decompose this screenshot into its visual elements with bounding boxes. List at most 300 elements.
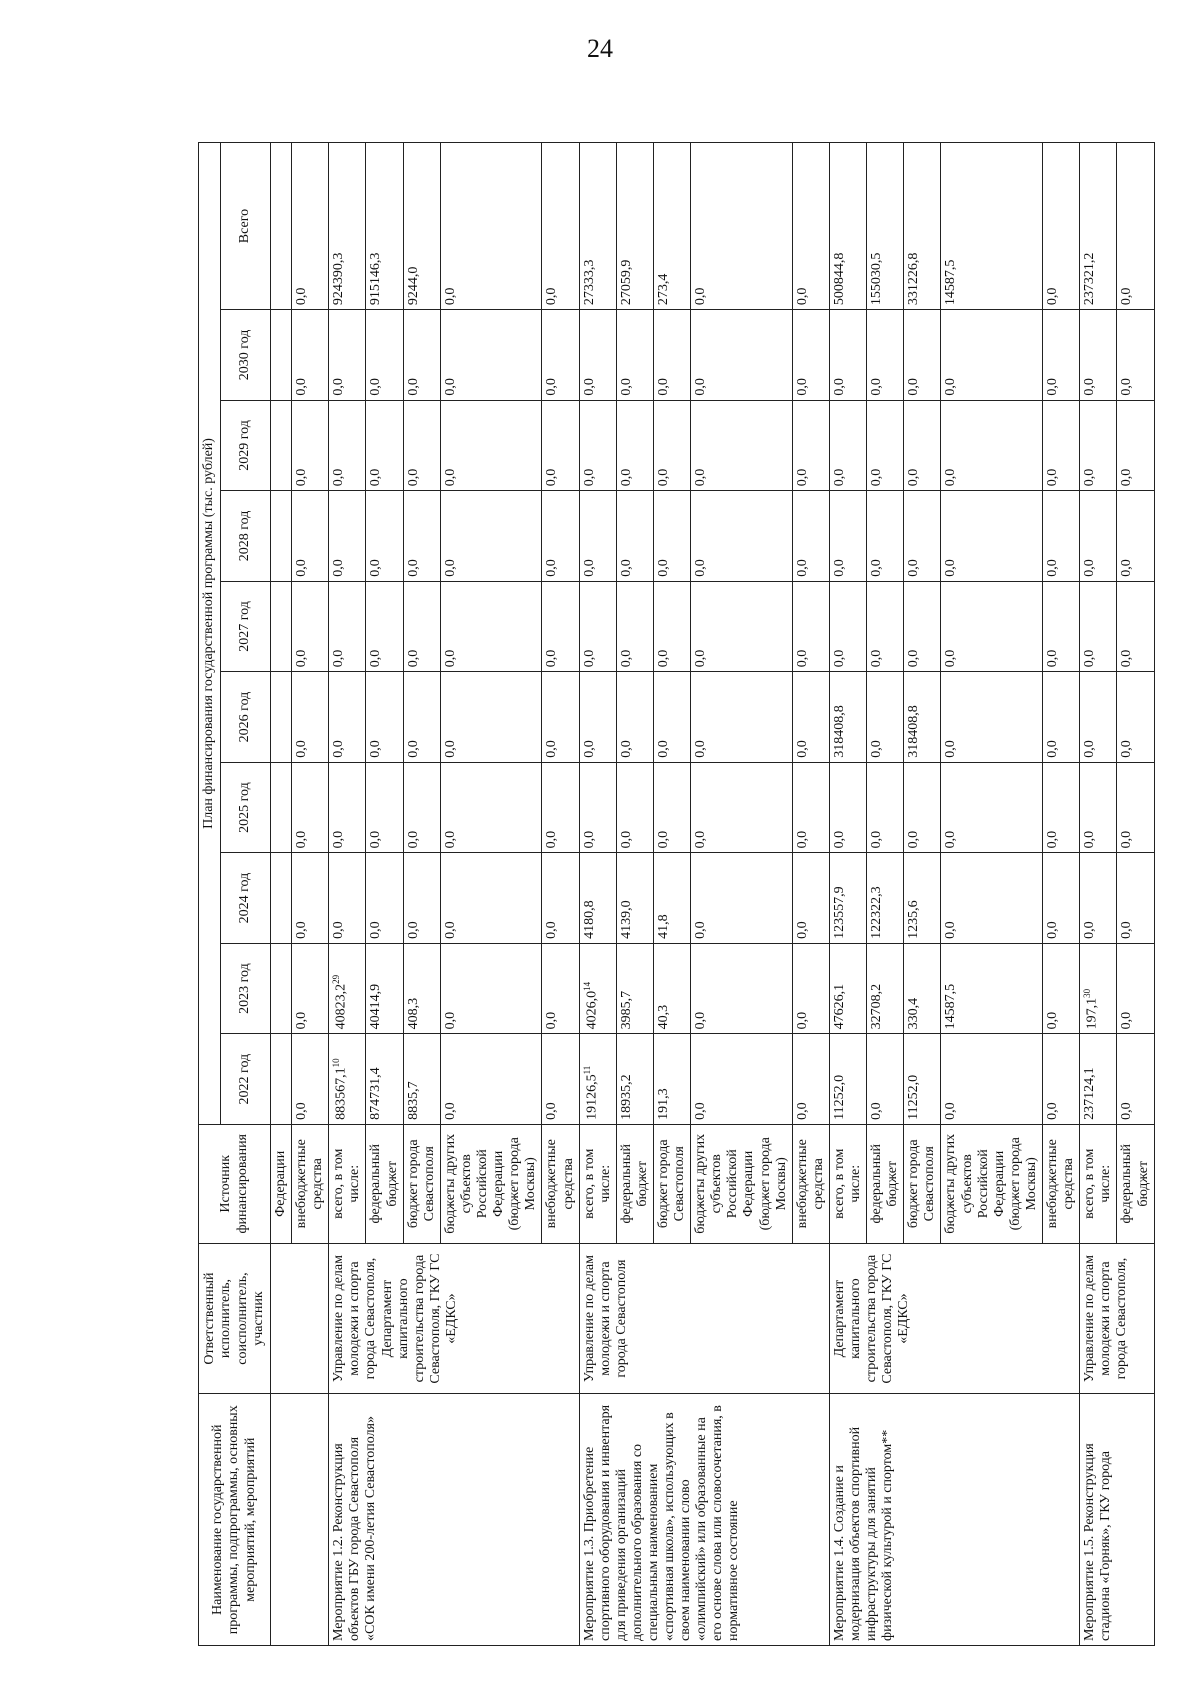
value-cell [829,672,866,763]
value-cell [792,672,829,763]
value-cell [440,1034,542,1125]
measure-executor: Управление по делам молодежи и спорта города Севастополя, Департамент капитального строительства города Севастополя, ГКУ ГС «ЕДКС» [329,1243,579,1394]
value-text: 0,0 [442,830,458,849]
value-text: 11252,0 [906,1074,922,1120]
source-cell: федеральный бюджет [1117,1124,1154,1243]
value-cell [616,310,653,401]
value-text: 0,0 [544,468,560,487]
value-text: 0,0 [943,740,959,758]
value-cell [271,762,292,853]
value-text: 0,0 [1045,740,1061,758]
value-cell [579,762,616,853]
value-text: 0,0 [581,830,597,849]
value-cell [329,491,366,582]
value-cell [904,400,941,491]
value-cell [792,762,829,853]
value-text: 47626,1 [831,983,847,1030]
value-text: 0,0 [1082,921,1098,939]
value-text: 14587,5 [943,983,959,1030]
header-plan-group: План финансирования государственной программы (тыс. рублей) [199,143,221,1125]
value-cell [1080,762,1117,853]
value-text: 0,0 [294,649,310,668]
value-cell [904,672,941,763]
value-cell [366,762,403,853]
value-text: 0,0 [693,740,709,758]
value-cell [579,672,616,763]
value-cell [403,491,440,582]
value-cell [579,143,616,310]
value-text: 0,0 [906,468,922,487]
table-row [1080,143,1117,1646]
value-cell [542,581,579,672]
value-text: 0,0 [693,1011,709,1030]
value-cell [292,762,329,853]
value-text: 9244,0 [405,266,421,306]
value-cell [691,310,793,401]
value-cell [1043,491,1080,582]
value-text: 0,0 [544,1102,560,1120]
value-text: 0,0 [294,287,310,306]
value-cell [542,491,579,582]
measure-executor: Департамент капитального строительства города Севастополя, ГКУ ГС «ЕДКС» [829,1243,1079,1394]
value-cell [691,943,793,1034]
value-cell [1117,581,1154,672]
value-text: 0,0 [831,378,847,396]
value-cell [1117,491,1154,582]
value-text: 0,0 [368,468,384,487]
value-text: 0,0 [869,1102,885,1120]
value-cell [867,400,904,491]
value-text: 0,0 [294,468,310,487]
value-text: 0,0 [1045,921,1061,939]
value-text: 0,0 [581,740,597,758]
value-cell [366,943,403,1034]
value-cell [867,672,904,763]
value-cell [440,491,542,582]
value-text: 0,0 [294,921,310,939]
value-cell [579,853,616,944]
header-year: 2028 год [221,491,271,582]
value-text: 0,0 [442,740,458,758]
value-cell [653,400,690,491]
value-text: 915146,3 [368,252,384,306]
value-cell [271,400,292,491]
value-text: 0,0 [693,1102,709,1120]
value-text: 0,0 [655,649,671,668]
footnote-mark: 10 [331,1058,342,1068]
value-cell [616,762,653,853]
source-cell: бюджеты других субъектов Российской Федерации (бюджет города Москвы) [691,1124,793,1243]
source-cell: внебюджетные средства [542,1124,579,1243]
value-text: 40,3 [655,1004,671,1030]
value-text: 0,0 [794,468,810,487]
value-cell [440,672,542,763]
value-cell [1080,672,1117,763]
table-row [271,143,292,1646]
source-cell: бюджеты других субъектов Российской Федерации (бюджет города Москвы) [440,1124,542,1243]
value-cell [579,581,616,672]
value-text: 0,0 [405,649,421,668]
value-cell [366,143,403,310]
value-text: 0,0 [655,740,671,758]
value-cell [829,143,866,310]
value-cell [292,943,329,1034]
value-cell [941,143,1043,310]
value-cell [1043,1034,1080,1125]
value-text: 0,0 [442,468,458,487]
value-cell [1117,943,1154,1034]
value-text: 0,0 [405,559,421,577]
value-text: 0,0 [294,1102,310,1120]
value-cell [829,581,866,672]
value-text: 0,0 [405,378,421,396]
value-cell [1080,491,1117,582]
value-cell [941,310,1043,401]
value-cell [292,491,329,582]
value-cell [616,672,653,763]
value-text: 0,0 [943,649,959,668]
header-year: 2027 год [221,581,271,672]
value-cell [904,310,941,401]
value-text: 0,0 [618,740,634,758]
value-text: 0,0 [1119,287,1135,306]
value-text: 0,0 [869,649,885,668]
value-text: 0,0 [1045,468,1061,487]
value-cell [616,853,653,944]
value-text: 0,0 [1082,649,1098,668]
value-cell [1080,853,1117,944]
value-text: 0,0 [693,830,709,849]
measure-name: Мероприятие 1.3. Приобретение спортивного оборудования и инвентаря для приведения организаций дополнительного образования со специальным наименованием «спортивная школа», использующих в своем наименовании слово «олимпийский» или образованные на его основе слова или словосочетания, в нормативное состояние [579,1394,829,1646]
value-text: 155030,5 [869,252,885,306]
value-text: 0,0 [831,468,847,487]
value-cell [579,491,616,582]
source-cell: федеральный бюджет [867,1124,904,1243]
value-text: 0,0 [831,830,847,849]
value-text: 0,0 [693,468,709,487]
value-cell [542,310,579,401]
value-cell [691,400,793,491]
value-cell [792,400,829,491]
value-text: 0,0 [544,921,560,939]
value-cell [1043,762,1080,853]
source-cell: бюджет города Севастополя [904,1124,941,1243]
value-cell [1043,853,1080,944]
value-text: 0,0 [831,649,847,668]
value-cell [440,143,542,310]
value-text: 123557,9 [831,886,847,939]
value-text: 0,0 [943,1102,959,1120]
value-cell [403,943,440,1034]
value-text: 8835,7 [405,1081,421,1120]
value-text: 0,0 [794,1102,810,1120]
value-cell [1117,400,1154,491]
value-text: 0,0 [294,559,310,577]
value-text: 4026,0 [584,990,600,1030]
value-text: 0,0 [693,559,709,577]
value-cell [829,400,866,491]
measure-name: Мероприятие 1.5. Реконструкция стадиона «Горняк», ГКУ города [1080,1394,1154,1646]
value-cell [1043,943,1080,1034]
table-row [329,143,366,1646]
value-text: 237124,1 [1082,1067,1098,1120]
value-text: 0,0 [294,378,310,396]
value-text: 0,0 [405,468,421,487]
value-cell [904,143,941,310]
value-text: 0,0 [294,740,310,758]
value-text: 0,0 [794,1011,810,1030]
value-cell [653,672,690,763]
value-text: 14587,5 [943,259,959,306]
value-text: 0,0 [943,559,959,577]
value-text: 0,0 [618,830,634,849]
value-cell [867,853,904,944]
value-cell [329,943,366,1034]
value-text: 0,0 [869,830,885,849]
value-cell [271,1034,292,1125]
value-text: 0,0 [544,559,560,577]
value-text: 32708,2 [869,983,885,1030]
value-text: 0,0 [655,559,671,577]
page-number: 24 [587,34,613,63]
value-text: 0,0 [368,378,384,396]
value-text: 0,0 [331,559,347,577]
value-cell [329,310,366,401]
value-cell [1117,1034,1154,1125]
value-cell [542,143,579,310]
value-cell [542,762,579,853]
value-cell [366,1034,403,1125]
value-cell [792,143,829,310]
value-cell [329,1034,366,1125]
value-cell [329,400,366,491]
value-cell [616,400,653,491]
value-text: 0,0 [1045,378,1061,396]
value-text: 0,0 [869,559,885,577]
value-cell [542,1034,579,1125]
value-text: 0,0 [693,378,709,396]
value-cell [1117,310,1154,401]
value-text: 0,0 [1082,468,1098,487]
value-cell [792,310,829,401]
value-cell [653,853,690,944]
header-source: Источник финансирования [199,1124,271,1243]
value-text: 11252,0 [831,1074,847,1120]
value-text: 0,0 [368,559,384,577]
value-cell [941,400,1043,491]
value-text: 191,3 [655,1088,671,1120]
source-cell: всего, в том числе: [829,1124,866,1243]
value-text: 0,0 [655,830,671,849]
value-text: 0,0 [442,1011,458,1030]
source-cell: внебюджетные средства [292,1124,329,1243]
header-year: Всего [221,143,271,310]
value-cell [292,672,329,763]
value-text: 0,0 [544,1011,560,1030]
value-cell [1043,310,1080,401]
table-row [829,143,866,1646]
value-cell [653,943,690,1034]
value-cell [653,762,690,853]
value-cell [579,1034,616,1125]
value-text: 0,0 [655,378,671,396]
source-cell: всего, в том числе: [579,1124,616,1243]
footnote-mark: 30 [1082,988,1093,998]
value-cell [440,762,542,853]
source-cell: бюджет города Севастополя [403,1124,440,1243]
value-cell [403,143,440,310]
source-cell: всего, в том числе: [329,1124,366,1243]
value-cell [867,762,904,853]
value-text: 0,0 [442,921,458,939]
value-text: 0,0 [693,921,709,939]
value-cell [271,143,292,310]
value-text: 0,0 [943,921,959,939]
value-cell [403,1034,440,1125]
measure-executor: Управление по делам молодежи и спорта города Севастополя, [1080,1243,1154,1394]
value-cell [653,143,690,310]
value-cell [329,672,366,763]
value-text: 0,0 [1119,830,1135,849]
value-cell [1117,672,1154,763]
value-text: 318408,8 [906,705,922,758]
header-year: 2029 год [221,400,271,491]
value-text: 408,3 [405,997,421,1030]
value-text: 0,0 [943,378,959,396]
value-cell [403,581,440,672]
financing-table [198,142,1155,1646]
value-text: 0,0 [794,378,810,396]
source-cell: бюджеты других субъектов Российской Федерации (бюджет города Москвы) [941,1124,1043,1243]
value-text: 0,0 [618,468,634,487]
value-text: 874731,4 [368,1067,384,1120]
value-text: 0,0 [869,378,885,396]
value-text: 0,0 [442,1102,458,1120]
value-cell [829,943,866,1034]
value-cell [329,853,366,944]
value-cell [366,853,403,944]
value-cell [403,310,440,401]
value-cell [691,672,793,763]
source-cell: Федерации [271,1124,292,1243]
value-text: 0,0 [906,559,922,577]
value-text: 0,0 [1119,921,1135,939]
value-cell [271,581,292,672]
value-cell [867,143,904,310]
value-text: 0,0 [1045,1011,1061,1030]
value-text: 0,0 [618,378,634,396]
source-cell: федеральный бюджет [366,1124,403,1243]
measure-executor: Управление по делам молодежи и спорта города Севастополя [579,1243,829,1394]
value-text: 4139,0 [618,900,634,939]
value-cell [1043,143,1080,310]
value-text: 0,0 [794,830,810,849]
value-text: 3985,7 [618,990,634,1030]
value-text: 0,0 [693,287,709,306]
value-cell [867,1034,904,1125]
value-text: 0,0 [544,649,560,668]
value-text: 0,0 [794,921,810,939]
value-text: 0,0 [869,740,885,758]
value-text: 0,0 [581,468,597,487]
value-text: 0,0 [1119,559,1135,577]
value-cell [292,400,329,491]
name-cell [271,1394,329,1646]
value-text: 41,8 [655,914,671,939]
value-cell [292,1034,329,1125]
value-text: 0,0 [943,830,959,849]
value-text: 0,0 [943,468,959,487]
value-text: 0,0 [1082,740,1098,758]
value-cell [440,310,542,401]
value-text: 27059,9 [618,259,634,306]
value-cell [904,762,941,853]
value-cell [1117,853,1154,944]
value-text: 500844,8 [831,252,847,306]
value-text: 0,0 [906,649,922,668]
value-text: 0,0 [294,830,310,849]
value-cell [1080,310,1117,401]
executor-cell [271,1243,329,1394]
value-text: 0,0 [331,830,347,849]
value-cell [1080,581,1117,672]
value-cell [691,762,793,853]
value-text: 0,0 [368,649,384,668]
value-cell [1080,400,1117,491]
value-cell [366,400,403,491]
value-cell [1080,943,1117,1034]
value-text: 18935,2 [618,1074,634,1120]
value-text: 0,0 [655,468,671,487]
rotated-table-container [198,142,1151,1646]
value-cell [904,1034,941,1125]
value-text: 0,0 [405,830,421,849]
value-text: 0,0 [794,287,810,306]
value-cell [829,310,866,401]
value-cell [366,581,403,672]
value-text: 0,0 [331,740,347,758]
value-cell [941,581,1043,672]
value-cell [829,491,866,582]
footnote-mark: 11 [581,1065,592,1075]
value-cell [941,853,1043,944]
value-text: 0,0 [331,378,347,396]
table-row [579,143,616,1646]
value-cell [366,310,403,401]
value-cell [616,943,653,1034]
value-text: 0,0 [618,559,634,577]
value-text: 0,0 [794,559,810,577]
value-cell [1080,1034,1117,1125]
value-cell [904,853,941,944]
value-cell [691,853,793,944]
value-text: 0,0 [331,468,347,487]
value-cell [941,943,1043,1034]
value-text: 0,0 [831,559,847,577]
value-cell [653,1034,690,1125]
value-text: 0,0 [906,378,922,396]
value-text: 0,0 [405,740,421,758]
value-text: 0,0 [405,921,421,939]
value-text: 237321,2 [1082,252,1098,306]
value-cell [542,853,579,944]
value-text: 0,0 [581,649,597,668]
value-cell [329,581,366,672]
value-cell [792,943,829,1034]
value-cell [440,400,542,491]
value-cell [616,491,653,582]
value-text: 0,0 [693,649,709,668]
